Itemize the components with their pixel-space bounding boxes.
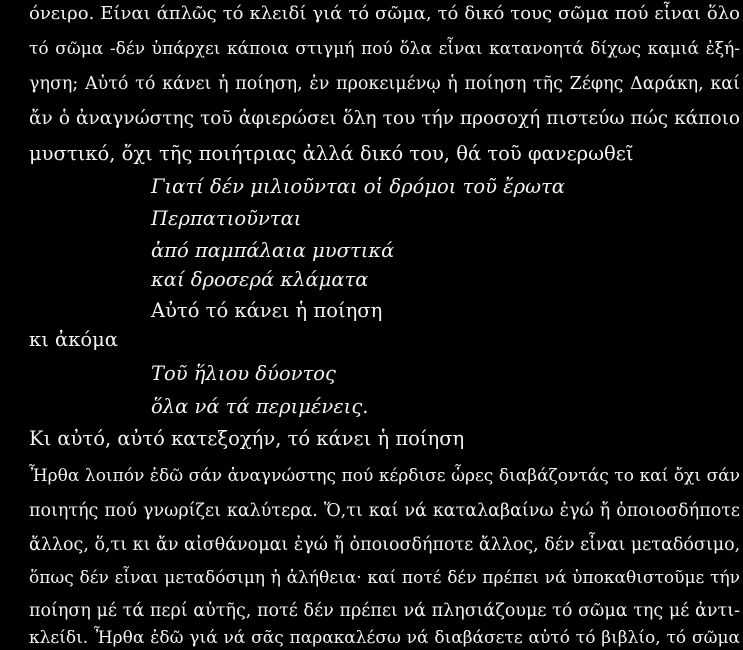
paragraph2-line-2: ποιητής πού γνωρίζει καλύτερα. Ὅ,τι καί νά καταλαβαίνω ἐγώ ἤ ὁποιοσδήποτε <box>29 501 740 521</box>
paragraph2-line-1: Ἦρθα λοιπόν ἐδῶ σάν ἀναγνώστης πού κέρδισε ὧρες διαβάζοντάς το καί ὄχι σάν <box>29 466 740 486</box>
paragraph1-line-4: ἄν ὁ ἀναγνώστης τοῦ ἀφιερώσει ὅλη του τήν προσοχή πιστεύω πώς κάποιο <box>29 108 740 129</box>
paragraph1-line-2: τό σῶμα -δέν ὑπάρχει κάποια στιγμή πού ὅλα εἶναι κατανοητά δίχως καμιά ἐξή- <box>29 39 740 59</box>
verse1-line-4: καί δροσερά κλάματα <box>151 268 369 291</box>
verse1-line-2: Περπατιοῦνται <box>151 207 302 230</box>
verse1-end: Αὐτό τό κάνει ἡ ποίηση <box>151 299 383 322</box>
verse1-line-1: Γιατί δέν μιλιοῦνται οἱ δρόμοι τοῦ ἔρωτα <box>151 175 565 198</box>
verse2-line-2: ὅλα νά τά περιμένεις. <box>151 395 369 418</box>
paragraph1-line-5: μυστικό, ὄχι τῆς ποιήτριας ἀλλά δικό του, θά τοῦ φανερωθεῖ <box>29 142 634 165</box>
conclusion-text: Κι αὐτό, αὐτό κατεξοχήν, τό κάνει ἡ ποίηση <box>29 427 465 450</box>
paragraph2-line-4: ὅπως δέν εἶναι μεταδόσιμη ἡ ἀλήθεια· καί ποτέ δέν πρέπει νά ὑποκαθιστοῦμε τήν <box>29 568 740 588</box>
verse1-line-3: ἀπό παμπάλαια μυστικά <box>151 239 395 262</box>
paragraph1-line-1: όνειρο. Είναι άπλῶς τό κλειδί γιά τό σῶμα, τό δικό τους σῶμα πού εἶναι ὅλο <box>29 3 740 24</box>
paragraph2-line-5: ποίηση μέ τά περί αὐτῆς, ποτέ δέν πρέπει νά πλησιάζουμε τό σῶμα της μέ ἀντι- <box>29 601 740 621</box>
verse2-line-1: Τοῦ ἥλιου δύοντος <box>151 362 336 385</box>
connector-text: κι ἀκόμα <box>29 328 118 351</box>
paragraph2-line-3: ἄλλος, ὅ,τι κι ἄν αἰσθάνομαι ἐγώ ἤ ὁποιοσδήποτε ἄλλος, δέν εἶναι μεταδόσιμο, <box>29 535 741 555</box>
paragraph1-line-3: γηση; Αὐτό τό κάνει ἡ ποίηση, ἐν προκειμένῳ ἡ ποίηση τῆς Ζέφης Δαράκη, καί <box>29 74 740 94</box>
paragraph2-line-6: κλείδι. Ἦρθα ἐδῶ γιά νά σᾶς παρακαλέσω νά διαβάσετε αὐτό τό βιβλίο, τό σῶμα <box>29 628 740 648</box>
